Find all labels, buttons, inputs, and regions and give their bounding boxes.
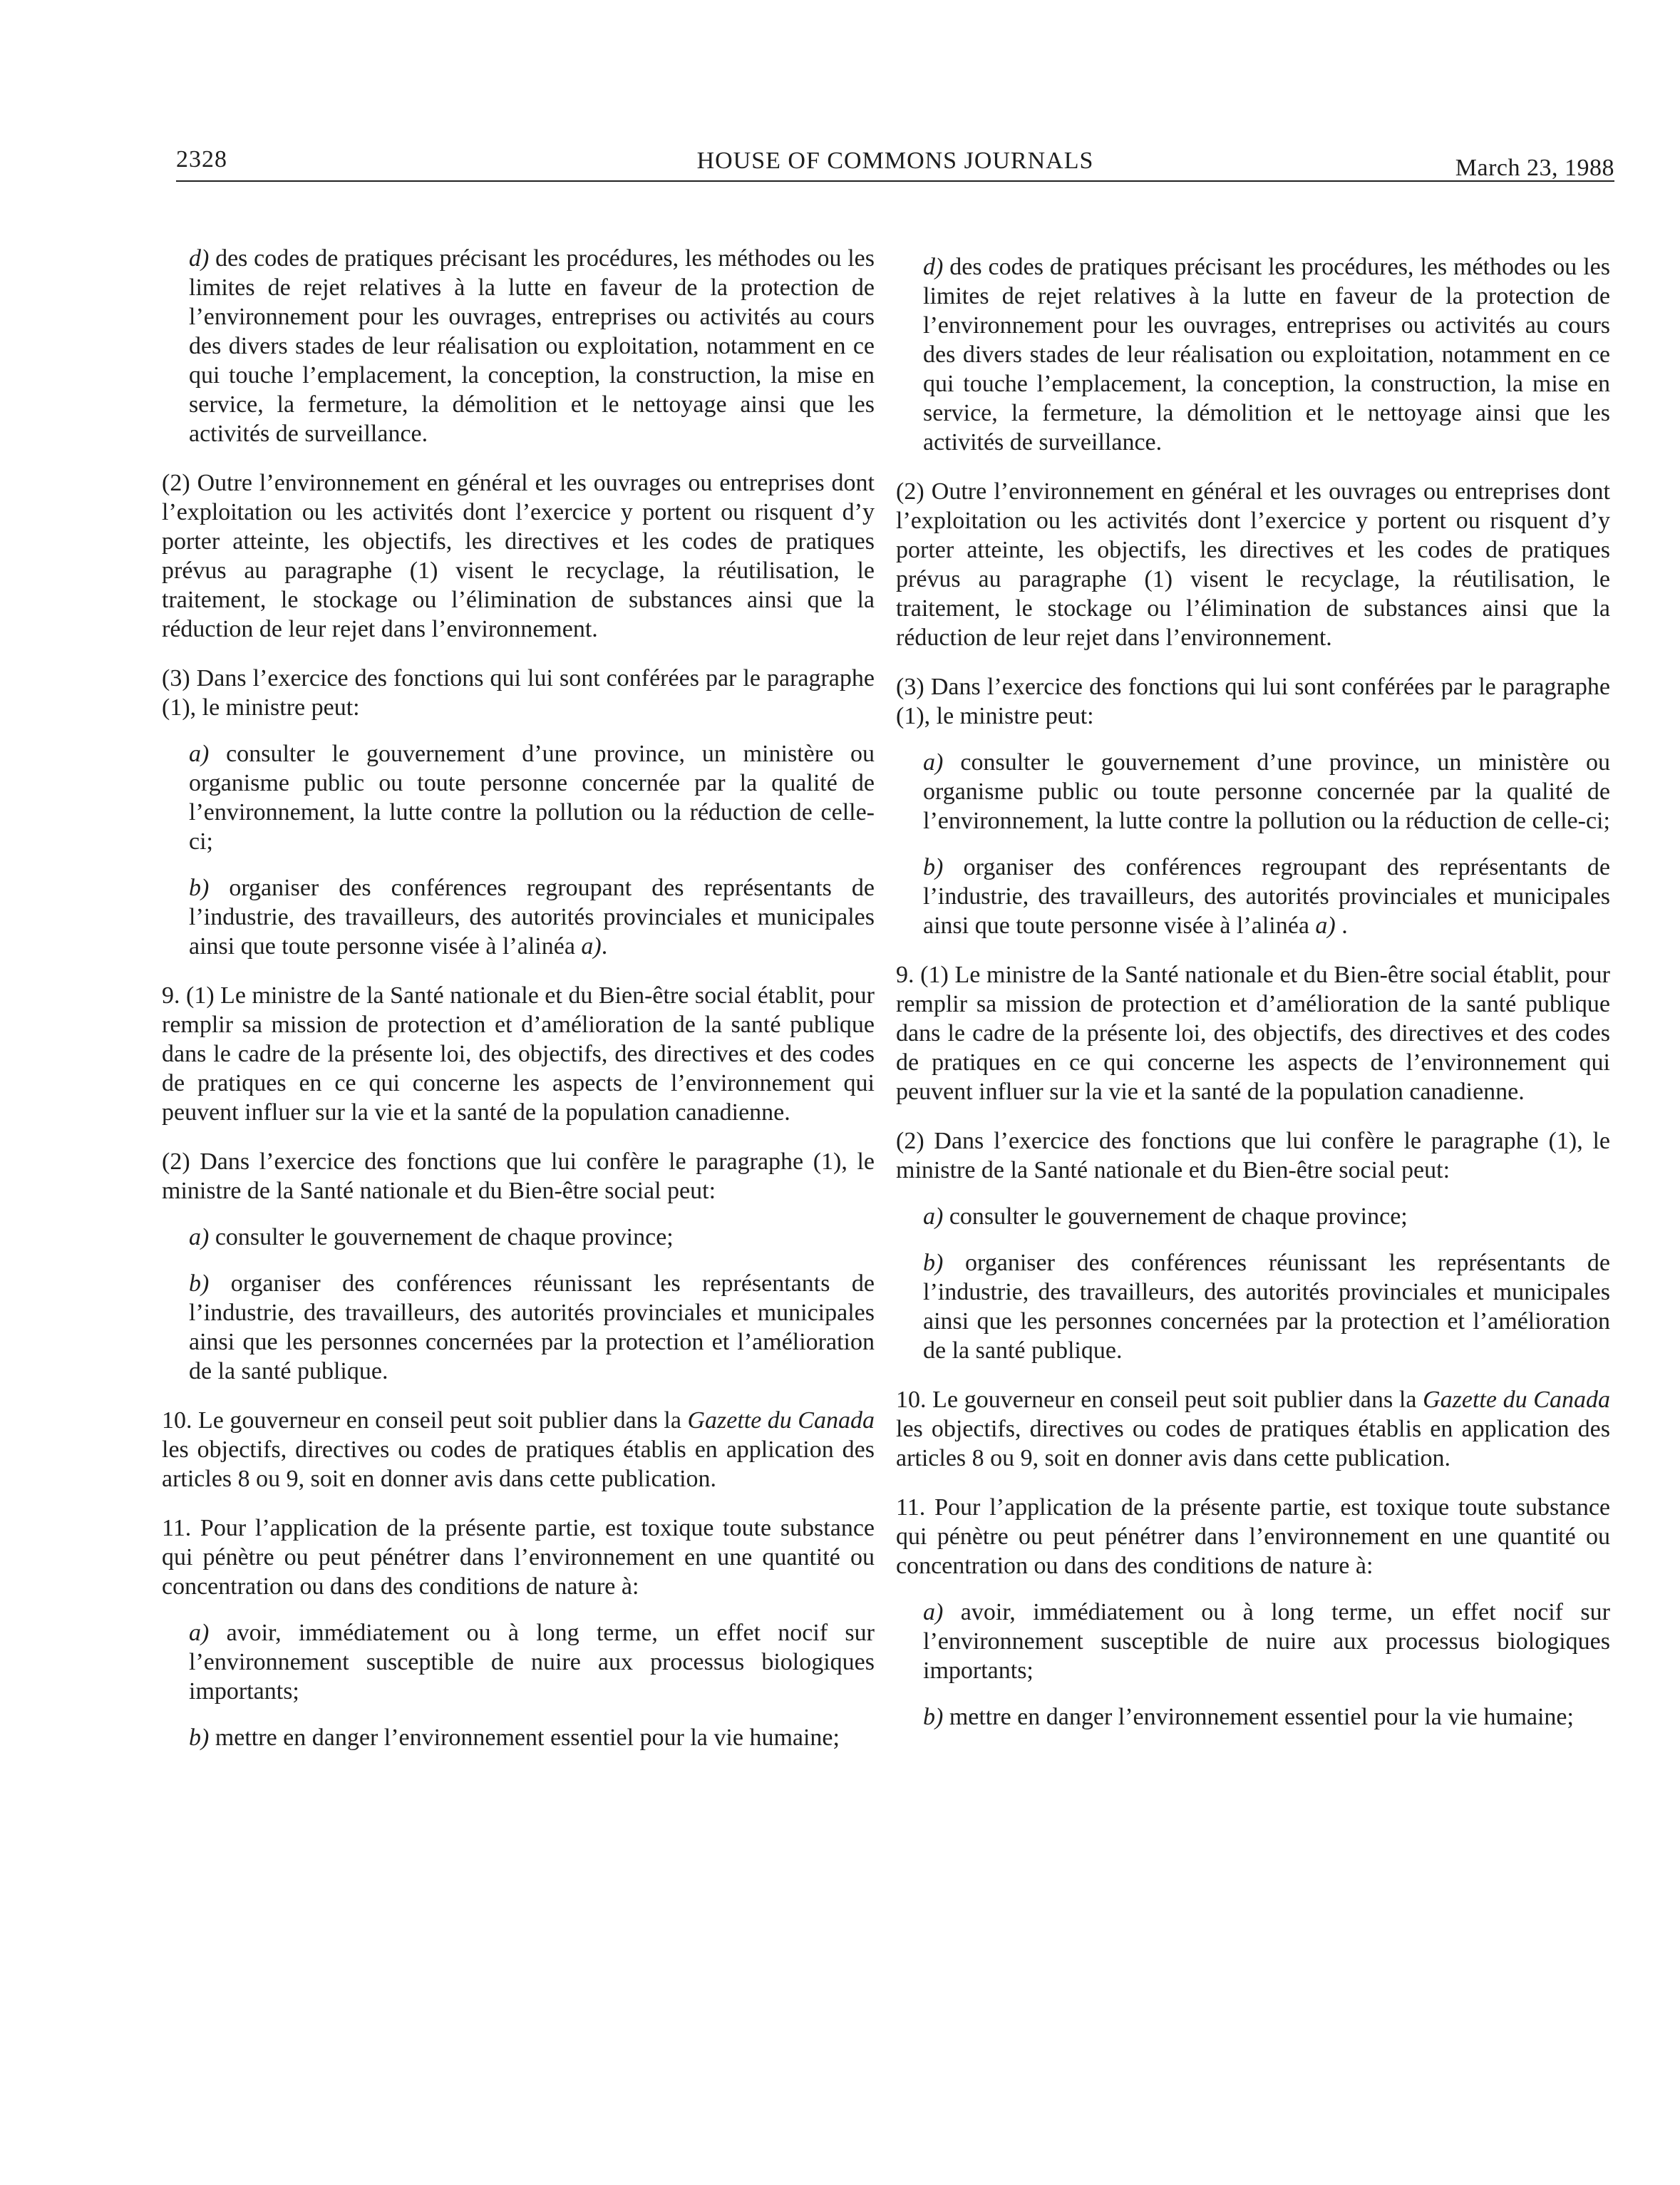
- section-9-2b: b) organiser des conférences réunissant les représentants de l’industrie, des travailleurs, des autorités provinciales et municipales ainsi que les personnes concernées par la protection et l’amélioration de la santé publique.: [189, 1270, 875, 1384]
- paragraph-d: d) des codes de pratiques précisant les procédures, les méthodes ou les limites de rejet relatives à la lutte en faveur de la protection de l’environnement pour les ouvrages, entreprises ou activités au cours des divers stades de leur réalisation ou exploitation, notamment en ce qui touche l’emplacement, la conception, la construction, la mise en service, la fermeture, la démolition et le nettoyage ainsi que les activités de surveillance.: [923, 254, 1610, 456]
- header-date: March 23, 1988: [1455, 155, 1614, 181]
- section-9-1: 9. (1) Le ministre de la Santé nationale et du Bien-être social établit, pour remplir sa mission de protection et d’amélioration de la santé publique dans le cadre de la présente loi, des objectifs, des directives et des codes de pratiques en ce qui concerne les aspects de l’environnement qui peuvent influer sur la vie et la santé de la population canadienne.: [896, 962, 1610, 1105]
- section-9-2: (2) Dans l’exercice des fonctions que lui confère le paragraphe (1), le ministre de la Santé nationale et du Bien-être social peut:: [162, 1148, 875, 1204]
- item-marker: b): [923, 854, 944, 880]
- journal-title: HOUSE OF COMMONS JOURNALS: [696, 148, 1094, 174]
- paragraph-3: (3) Dans l’exercice des fonctions qui lui sont conférées par le paragraphe (1), le ministre peut:: [896, 674, 1610, 729]
- paragraph-d: d) des codes de pratiques précisant les procédures, les méthodes ou les limites de rejet relatives à la lutte en faveur de la protection de l’environnement pour les ouvrages, entreprises ou activités au cours des divers stades de leur réalisation ou exploitation, notamment en ce qui touche l’emplacement, la conception, la construction, la mise en service, la fermeture, la démolition et le nettoyage ainsi que les activités de surveillance.: [189, 245, 875, 447]
- section-11a: a) avoir, immédiatement ou à long terme, un effet nocif sur l’environnement susceptible de nuire aux processus biologiques importants;: [923, 1599, 1610, 1684]
- item-marker: b): [189, 1724, 210, 1751]
- item-marker: d): [189, 245, 210, 272]
- left-column: [162, 244, 875, 1752]
- paragraph-3a: a) consulter le gouvernement d’une province, un ministère ou organisme public ou toute personne concernée par la qualité de l’environnement, la lutte contre la pollution ou la réduction de celle-ci;: [189, 741, 875, 855]
- item-marker: a): [923, 1203, 944, 1230]
- section-9-1: 9. (1) Le ministre de la Santé nationale et du Bien-être social établit, pour remplir sa mission de protection et d’amélioration de la santé publique dans le cadre de la présente loi, des objectifs, des directives et des codes de pratiques en ce qui concerne les aspects de l’environnement qui peuvent influer sur la vie et la santé de la population canadienne.: [162, 982, 875, 1126]
- item-marker: b): [189, 875, 210, 901]
- paragraph-2: (2) Outre l’environnement en général et les ouvrages ou entreprises dont l’exploitation ou les activités dont l’exercice y portent ou risquent d’y porter atteinte, les objectifs, les directives et les codes de pratiques prévus au paragraphe (1) visent le recyclage, la réutilisation, le traitement, le stockage ou l’élimination de substances ainsi que la réduction de leur rejet dans l’environnement.: [162, 470, 875, 642]
- publication-title: Gazette du Canada: [687, 1407, 875, 1434]
- section-11: 11. Pour l’application de la présente partie, est toxique toute substance qui pénètre ou peut pénétrer dans l’environnement en une quantité ou concentration ou dans des conditions de nature à:: [896, 1494, 1610, 1579]
- paragraph-3a: a) consulter le gouvernement d’une province, un ministère ou organisme public ou toute personne concernée par la qualité de l’environnement, la lutte contre la pollution ou la réduction de celle-ci;: [923, 749, 1610, 834]
- publication-title: Gazette du Canada: [1423, 1387, 1610, 1413]
- header-rule: [176, 180, 1614, 182]
- cross-reference: a): [1315, 912, 1336, 939]
- item-marker: a): [189, 1620, 210, 1646]
- item-marker: b): [923, 1250, 944, 1276]
- item-marker: d): [923, 254, 944, 280]
- item-marker: a): [923, 1599, 944, 1625]
- section-9-2: (2) Dans l’exercice des fonctions que lui confère le paragraphe (1), le ministre de la Santé nationale et du Bien-être social peut:: [896, 1128, 1610, 1183]
- paragraph-3b: b) organiser des conférences regroupant des représentants de l’industrie, des travailleurs, des autorités provinciales et municipales ainsi que toute personne visée à l’alinéa a).: [189, 875, 875, 960]
- item-marker: b): [923, 1704, 944, 1730]
- right-column: [896, 252, 1610, 1732]
- section-10: 10. Le gouverneur en conseil peut soit publier dans la Gazette du Canada les objectifs, directives ou codes de pratiques établis en application des articles 8 ou 9, soit en donner avis dans cette publication.: [162, 1407, 875, 1492]
- paragraph-3b: b) organiser des conférences regroupant des représentants de l’industrie, des travailleurs, des autorités provinciales et municipales ainsi que toute personne visée à l’alinéa a) .: [923, 854, 1610, 939]
- section-10: 10. Le gouverneur en conseil peut soit publier dans la Gazette du Canada les objectifs, directives ou codes de pratiques établis en application des articles 8 ou 9, soit en donner avis dans cette publication.: [896, 1387, 1610, 1471]
- section-11a: a) avoir, immédiatement ou à long terme, un effet nocif sur l’environnement susceptible de nuire aux processus biologiques importants;: [189, 1620, 875, 1705]
- cross-reference: a): [581, 933, 602, 960]
- paragraph-3: (3) Dans l’exercice des fonctions qui lui sont conférées par le paragraphe (1), le ministre peut:: [162, 665, 875, 721]
- page-header: [176, 146, 1614, 189]
- section-9-2a: a) consulter le gouvernement de chaque province;: [189, 1224, 674, 1250]
- item-marker: a): [189, 1224, 210, 1250]
- section-11b: b) mettre en danger l’environnement essentiel pour la vie humaine;: [923, 1704, 1574, 1730]
- section-9-2b: b) organiser des conférences réunissant les représentants de l’industrie, des travailleurs, des autorités provinciales et municipales ainsi que les personnes concernées par la protection et l’amélioration de la santé publique.: [923, 1250, 1610, 1364]
- paragraph-2: (2) Outre l’environnement en général et les ouvrages ou entreprises dont l’exploitation ou les activités dont l’exercice y portent ou risquent d’y porter atteinte, les objectifs, les directives et les codes de pratiques prévus au paragraphe (1) visent le recyclage, la réutilisation, le traitement, le stockage ou l’élimination de substances ainsi que la réduction de leur rejet dans l’environnement.: [896, 478, 1610, 651]
- page-number: 2328: [176, 146, 227, 173]
- section-9-2a: a) consulter le gouvernement de chaque province;: [923, 1203, 1408, 1230]
- item-marker: a): [189, 741, 210, 767]
- item-marker: b): [189, 1270, 210, 1297]
- section-11b: b) mettre en danger l’environnement essentiel pour la vie humaine;: [189, 1724, 840, 1751]
- item-marker: a): [923, 749, 944, 776]
- section-11: 11. Pour l’application de la présente partie, est toxique toute substance qui pénètre ou peut pénétrer dans l’environnement en une quantité ou concentration ou dans des conditions de nature à:: [162, 1515, 875, 1600]
